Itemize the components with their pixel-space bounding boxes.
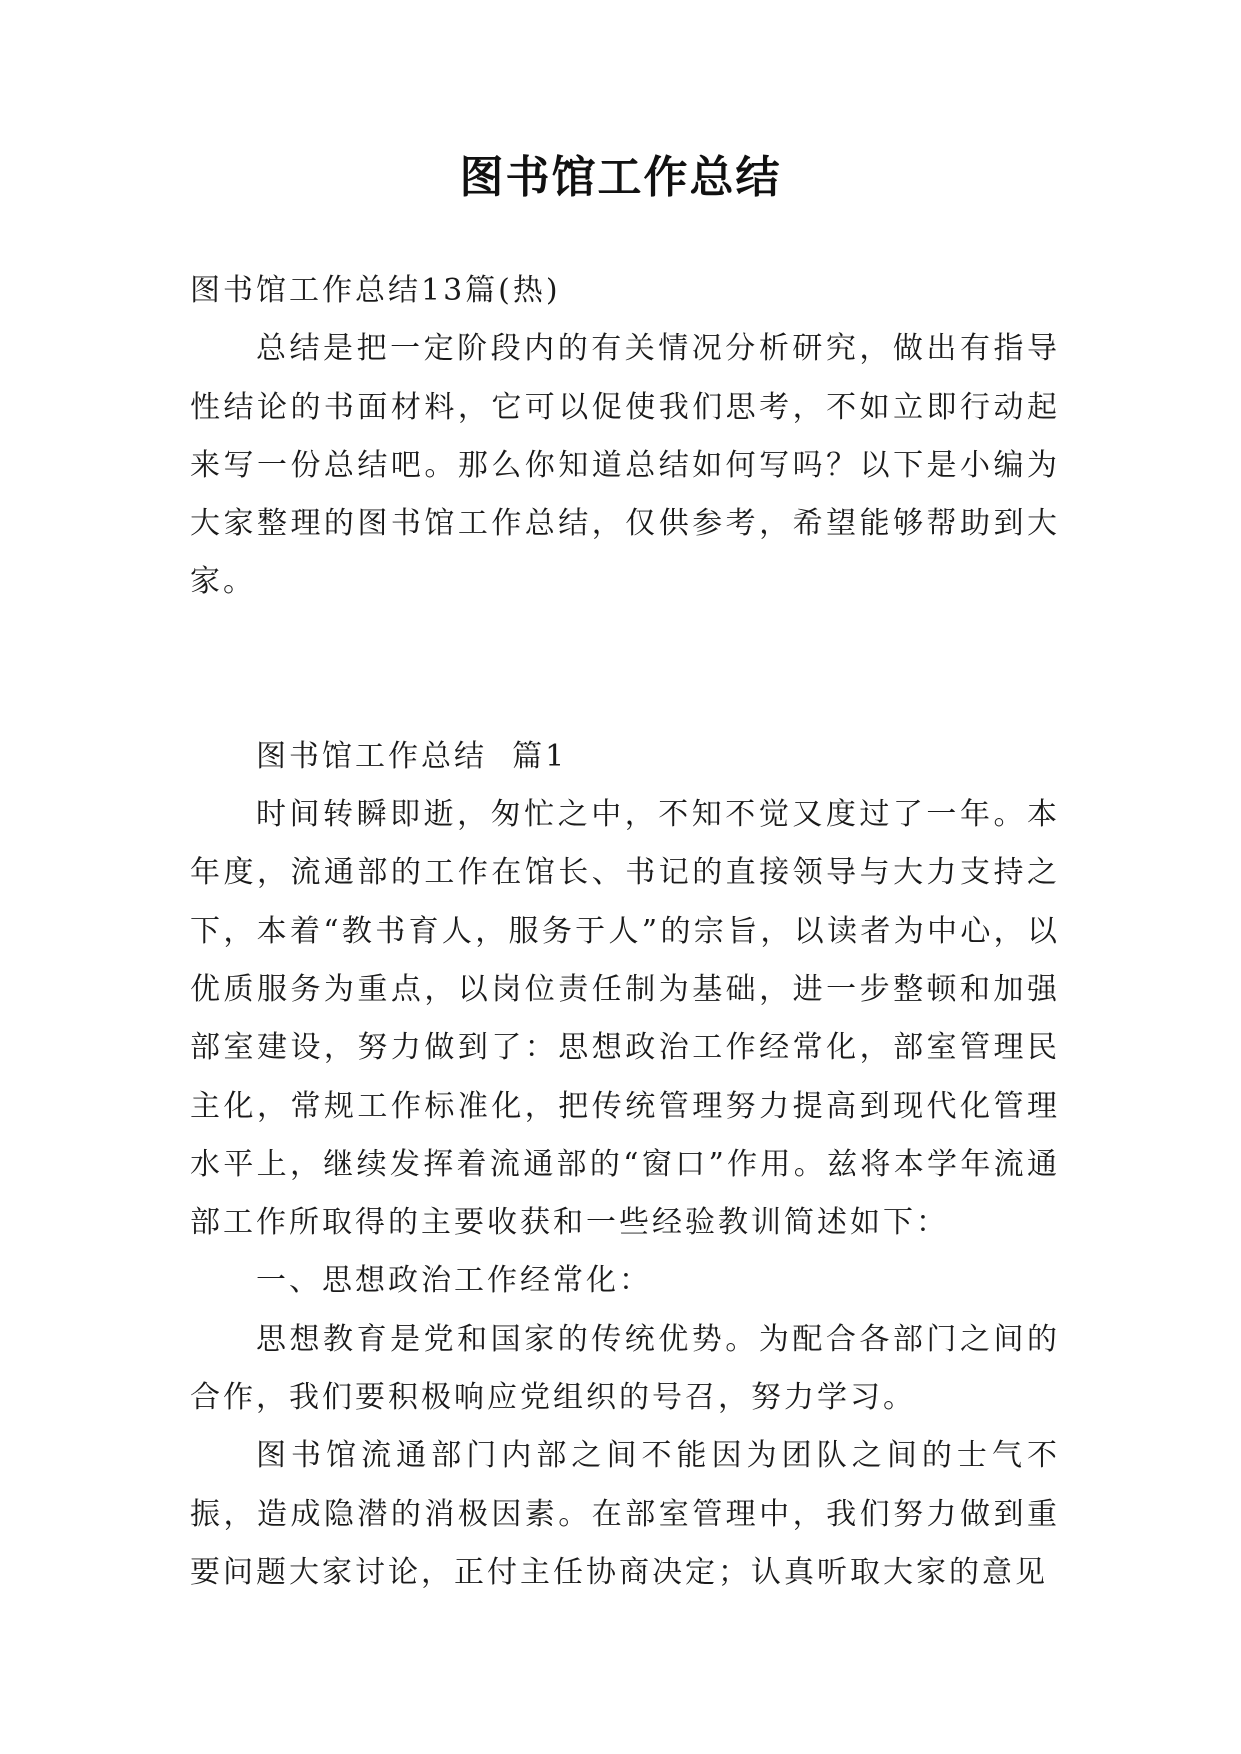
- body-paragraph: 一、思想政治工作经常化：: [256, 1263, 652, 1299]
- document-subtitle: 图书馆工作总结13篇(热): [190, 273, 561, 308]
- body-paragraph: 思想教育是党和国家的传统优势。为配合各部门之间的合作，我们要积极响应党组织的号召，努力学习。: [190, 1321, 1060, 1416]
- intro-paragraph: 总结是把一定阶段内的有关情况分析研究，做出有指导性结论的书面材料，它可以促使我们思考，不如立即行动起来写一份总结吧。那么你知道总结如何写吗？以下是小编为大家整理的图书馆工作总结，仅供参考，希望能够帮助到大家。: [190, 331, 1060, 600]
- body-paragraph: 图书馆流通部门内部之间不能因为团队之间的士气不振，造成隐潜的消极因素。在部室管理中，我们努力做到重要问题大家讨论，正付主任协商决定；认真听取大家的意见: [190, 1438, 1060, 1590]
- section-spacer: [190, 612, 1060, 728]
- document-body: [190, 262, 1060, 1602]
- section-heading: 图书馆工作总结 篇1: [256, 738, 568, 774]
- body-paragraph: 时间转瞬即逝，匆忙之中，不知不觉又度过了一年。本年度，流通部的工作在馆长、书记的直接领导与大力支持之下，本着“教书育人，服务于人”的宗旨，以读者为中心，以优质服务为重点，以岗位责任制为基础，进一步整顿和加强部室建设，努力做到了：思想政治工作经常化，部室管理民主化，常规工作标准化，把传统管理努力提高到现代化管理水平上，继续发挥着流通部的“窗口”作用。兹将本学年流通部工作所取得的主要收获和一些经验教训简述如下：: [190, 797, 1060, 1241]
- document-title: 图书馆工作总结: [459, 152, 782, 203]
